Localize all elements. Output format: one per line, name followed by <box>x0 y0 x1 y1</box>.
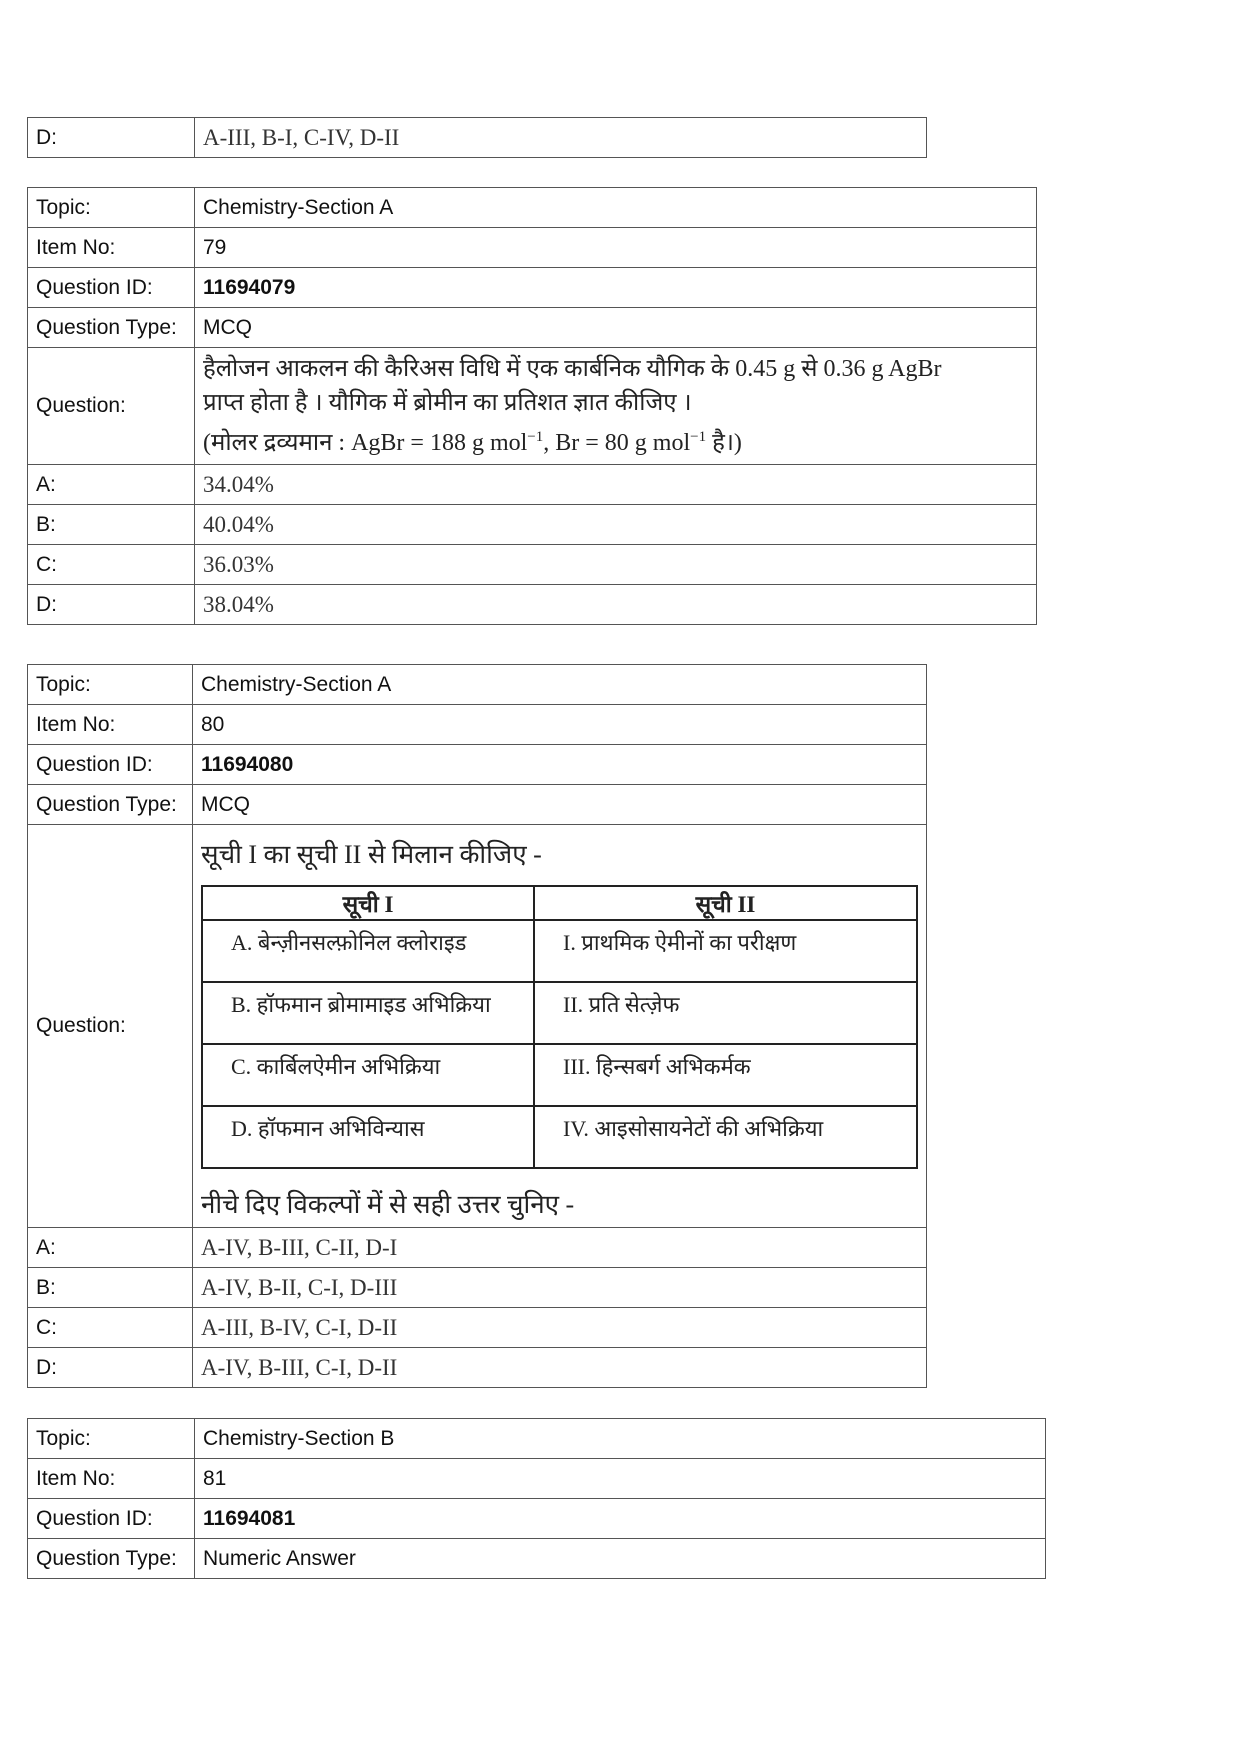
question-id-value: 11694081 <box>203 1506 296 1530</box>
topic-value: Chemistry-Section A <box>195 188 1037 228</box>
option-a-row <box>28 465 1037 505</box>
superscript: −1 <box>690 429 707 445</box>
topic-label: Topic: <box>28 188 195 228</box>
option-d-row <box>28 1348 927 1388</box>
question-line-1: हैलोजन आकलन की कैरिअस विधि में एक कार्बनिक यौगिक के 0.45 g से 0.36 g AgBr <box>203 356 942 382</box>
list-2-item: IV. आइसोसायनेटों की अभिक्रिया <box>534 1106 917 1168</box>
match-row <box>202 1106 917 1168</box>
match-table <box>201 885 918 1169</box>
choose-instruction: नीचे दिए विकल्पों में से सही उत्तर चुनिए - <box>201 1190 575 1219</box>
question-type-row <box>28 785 927 825</box>
question-type-row <box>28 308 1037 348</box>
match-table-header <box>202 886 917 920</box>
question-text <box>203 348 1028 464</box>
list-2-item: II. प्रति सेत्ज़ेफ <box>534 982 917 1044</box>
item-no-value: 80 <box>193 705 927 745</box>
question-id-value: 11694079 <box>203 275 296 299</box>
list-1-item: A. बेन्ज़ीनसल्फ़ोनिल क्लोराइड <box>202 920 534 982</box>
item-no-row <box>28 1459 1046 1499</box>
topic-row <box>28 665 927 705</box>
question-80-table <box>27 664 927 1388</box>
topic-label: Topic: <box>28 1419 195 1459</box>
match-row <box>202 920 917 982</box>
option-a-value: 34.04% <box>195 465 1037 505</box>
item-no-label: Item No: <box>28 705 193 745</box>
list-2-item: I. प्राथमिक ऐमीनों का परीक्षण <box>534 920 917 982</box>
question-body <box>195 348 1037 465</box>
list-1-item: C. कार्बिलऐमीन अभिक्रिया <box>202 1044 534 1106</box>
question-type-value: MCQ <box>195 308 1037 348</box>
topic-value: Chemistry-Section A <box>193 665 927 705</box>
option-d-row <box>28 585 1037 625</box>
question-type-label: Question Type: <box>28 785 193 825</box>
question-type-label: Question Type: <box>28 1539 195 1579</box>
option-a-value: A-IV, B-III, C-II, D-I <box>193 1228 927 1268</box>
topic-label: Topic: <box>28 665 193 705</box>
list-1-item: D. हॉफमान अभिविन्यास <box>202 1106 534 1168</box>
question-type-value: Numeric Answer <box>195 1539 1046 1579</box>
option-d-value: A-IV, B-III, C-I, D-II <box>193 1348 927 1388</box>
topic-row <box>28 188 1037 228</box>
question-id-label: Question ID: <box>28 1499 195 1539</box>
item-no-row <box>28 228 1037 268</box>
question-id-row <box>28 268 1037 308</box>
option-b-label: B: <box>28 1268 193 1308</box>
option-c-value: A-III, B-IV, C-I, D-II <box>193 1308 927 1348</box>
question-body <box>193 825 927 1228</box>
option-b-label: B: <box>28 505 195 545</box>
prev-question-table <box>27 117 927 158</box>
question-line-2: प्राप्त होता है । यौगिक में ब्रोमीन का प्रतिशत ज्ञात कीजिए । <box>203 390 692 416</box>
question-type-row <box>28 1539 1046 1579</box>
option-d-label: D: <box>28 1348 193 1388</box>
topic-row <box>28 1419 1046 1459</box>
superscript: −1 <box>527 429 544 445</box>
question-id-value: 11694080 <box>201 752 294 776</box>
topic-value: Chemistry-Section B <box>195 1419 1046 1459</box>
item-no-label: Item No: <box>28 228 195 268</box>
option-a-label: A: <box>28 1228 193 1268</box>
option-c-row <box>28 545 1037 585</box>
match-row <box>202 1044 917 1106</box>
prev-option-d-row <box>28 118 927 158</box>
molar-mass-text: (मोलर द्रव्यमान : AgBr = 188 g mol <box>203 430 528 456</box>
option-b-value: A-IV, B-II, C-I, D-III <box>193 1268 927 1308</box>
option-d-value: 38.04% <box>195 585 1037 625</box>
list-1-header: सूची I <box>202 886 534 920</box>
question-id-label: Question ID: <box>28 268 195 308</box>
question-type-label: Question Type: <box>28 308 195 348</box>
question-id-row <box>28 1499 1046 1539</box>
option-d-label: D: <box>28 118 195 158</box>
list-2-header: सूची II <box>534 886 917 920</box>
item-no-label: Item No: <box>28 1459 195 1499</box>
question-line-3 <box>203 420 1028 460</box>
option-c-label: C: <box>28 1308 193 1348</box>
option-d-label: D: <box>28 585 195 625</box>
list-1-item: B. हॉफमान ब्रोमामाइड अभिक्रिया <box>202 982 534 1044</box>
list-2-item: III. हिन्सबर्ग अभिकर्मक <box>534 1044 917 1106</box>
option-c-row <box>28 1308 927 1348</box>
question-type-value: MCQ <box>193 785 927 825</box>
option-c-value: 36.03% <box>195 545 1037 585</box>
molar-mass-text: है।) <box>706 430 742 456</box>
question-row <box>28 825 927 1228</box>
option-b-value: 40.04% <box>195 505 1037 545</box>
question-81-table <box>27 1418 1046 1579</box>
question-id-label: Question ID: <box>28 745 193 785</box>
option-b-row <box>28 505 1037 545</box>
item-no-value: 79 <box>195 228 1037 268</box>
item-no-value: 81 <box>195 1459 1046 1499</box>
question-id-row <box>28 745 927 785</box>
molar-mass-text: , Br = 80 g mol <box>543 430 691 456</box>
match-heading: सूची I का सूची II से मिलान कीजिए - <box>201 840 542 869</box>
option-a-label: A: <box>28 465 195 505</box>
option-d-value: A-III, B-I, C-IV, D-II <box>195 118 927 158</box>
option-a-row <box>28 1228 927 1268</box>
question-label: Question: <box>28 348 195 465</box>
question-row <box>28 348 1037 465</box>
match-row <box>202 982 917 1044</box>
item-no-row <box>28 705 927 745</box>
option-c-label: C: <box>28 545 195 585</box>
question-label: Question: <box>28 825 193 1228</box>
option-b-row <box>28 1268 927 1308</box>
question-79-table <box>27 187 1037 625</box>
